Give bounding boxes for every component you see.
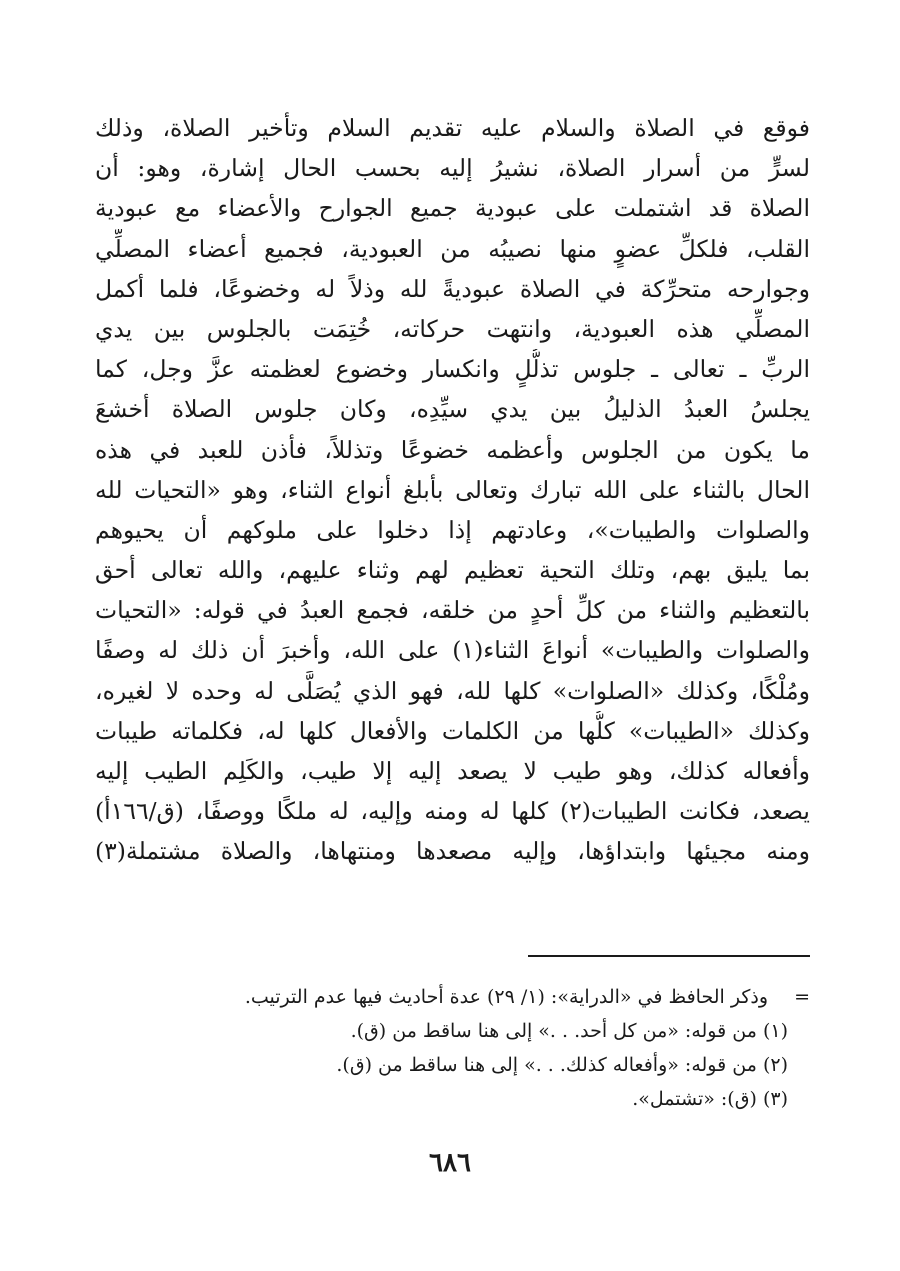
- footnote-number: (٣): [762, 1088, 788, 1110]
- footnote-text: من قوله: «من كل أحد. . .» إلى هنا ساقط من (ق).: [350, 1020, 757, 1042]
- text-line: الحال بالثناء على الله تبارك وتعالى بأبلغ أنواع الثناء، وهو «التحيات لله: [95, 475, 810, 504]
- text-line: وجوارحه متحرِّكة في الصلاة عبوديةً لله وذلاً له وخضوعًا، فلما أكمل: [95, 274, 810, 303]
- footnote-number: (٢): [762, 1054, 788, 1076]
- text-line: فوقع في الصلاة والسلام عليه تقديم السلام وتأخير الصلاة، وذلك: [95, 114, 810, 142]
- page-number: ٦٨٦: [429, 1148, 471, 1178]
- footnote-text: (ق): «تشتمل».: [632, 1088, 757, 1110]
- continuation-marker: =: [794, 986, 810, 1008]
- footnotes: [95, 980, 810, 1116]
- text-line: والصلوات والطيبات»، وعادتهم إذا دخلوا على ملوكهم أن يحيوهم: [95, 515, 810, 544]
- text-line: ومنه مجيئها وابتداؤها، وإليه مصعدها ومنتهاها، والصلاة مشتملة(٣): [95, 837, 810, 866]
- footnote-item: [95, 1048, 810, 1082]
- body-text: [95, 108, 810, 872]
- text-line: المصلِّي هذه العبودية، وانتهت حركاته، خُتِمَت بالجلوس بين يدي: [95, 314, 810, 343]
- text-line: يجلسُ العبدُ الذليلُ بين يدي سيِّدِه، وكان جلوس الصلاة أخشعَ: [95, 395, 810, 424]
- text-line: الربِّ ـ تعالى ـ جلوس تذلُّلٍ وانكسار وخضوع لعظمته عزَّ وجل، كما: [95, 355, 810, 384]
- footnote-continuation: [95, 980, 810, 1014]
- text-line: لسرٍّ من أسرار الصلاة، نشيرُ إليه بحسب الحال إشارة، وهو: أن: [95, 154, 810, 183]
- text-line: بما يليق بهم، وتلك التحية تعظيم لهم وثناء عليهم، والله تعالى أحق: [95, 556, 810, 585]
- footnote-number: (١): [762, 1020, 788, 1042]
- text-line: والصلوات والطيبات» أنواعَ الثناء(١) على الله، وأخبرَ أن ذلك له وصفًا: [95, 636, 810, 665]
- footnote-item: [95, 1082, 810, 1116]
- text-line: ومُلْكًا، وكذلك «الصلوات» كلها لله، فهو الذي يُصَلَّى له وحده لا لغيره،: [95, 676, 810, 705]
- footnote-text: من قوله: «وأفعاله كذلك. . .» إلى هنا ساقط من (ق).: [336, 1054, 757, 1076]
- text-line: بالتعظيم والثناء من كلِّ أحدٍ من خلقه، فجمع العبدُ في قوله: «التحيات: [95, 596, 810, 625]
- text-line: ما يكون من الجلوس وأعظمه خضوعًا وتذللاً، فأذن للعبد في هذه: [95, 435, 810, 464]
- text-line: يصعد، فكانت الطيبات(٢) كلها له ومنه وإليه، له ملكًا ووصفًا، (ق/١٦٦أ): [95, 797, 810, 826]
- footnote-divider: [528, 955, 810, 957]
- text-line: الصلاة قد اشتملت على عبودية جميع الجوارح والأعضاء مع عبودية: [95, 194, 810, 223]
- text-line: وكذلك «الطيبات» كلُّها من الكلمات والأفعال كلها له، فكلماته طيبات: [95, 716, 810, 745]
- text-line: وأفعاله كذلك، وهو طيب لا يصعد إليه إلا طيب، والكَلِم الطيب إليه: [95, 757, 810, 785]
- footnote-item: [95, 1014, 810, 1048]
- footnote-text: وذكر الحافظ في «الدراية»: (١/ ٢٩) عدة أحاديث فيها عدم الترتيب.: [244, 986, 768, 1008]
- text-line: القلب، فلكلِّ عضوٍ منها نصيبُه من العبودية، فجميع أعضاء المصلِّي: [95, 234, 810, 263]
